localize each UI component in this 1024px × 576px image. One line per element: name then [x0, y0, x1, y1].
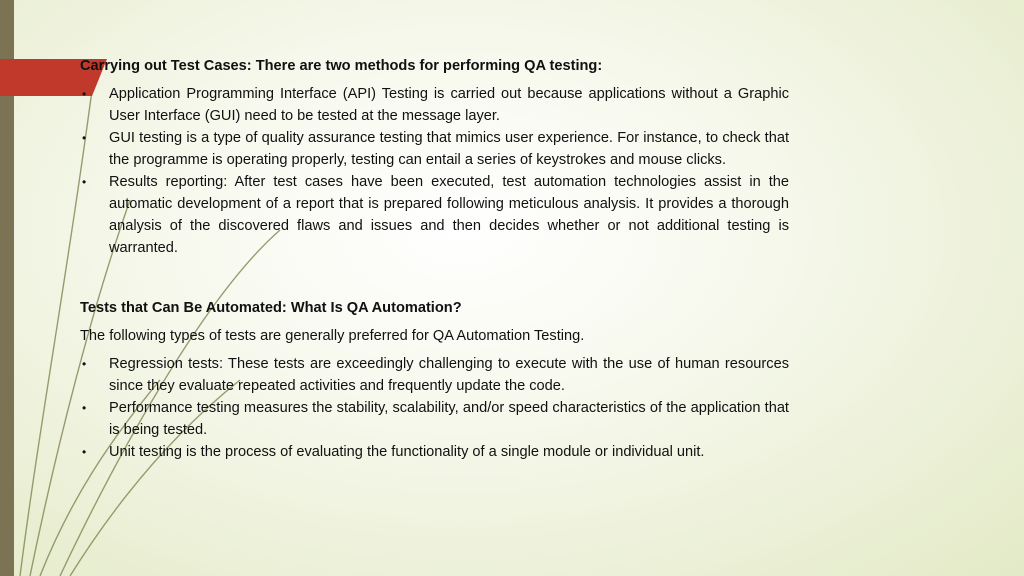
section-heading: Tests that Can Be Automated: What Is QA Automation? — [80, 300, 462, 316]
list-item — [80, 441, 789, 463]
list-item — [80, 171, 789, 259]
bullet-icon: • — [82, 401, 87, 415]
list-item — [80, 353, 789, 397]
list-item-text: Results reporting: After test cases have been executed, test automation technologies assist in the automatic development of a report that is prepared following meticulous analysis. It provides a thorough analysis of the discovered flaws and issues and then decides whether or not additional testing is warranted. — [109, 174, 789, 256]
list-item-text: GUI testing is a type of quality assurance testing that mimics user experience. For instance, to check that the programme is operating properly, testing can entail a series of keystrokes and mouse clicks. — [109, 130, 789, 168]
bullet-icon: • — [82, 445, 87, 459]
bullet-list — [80, 353, 789, 463]
section-heading: Carrying out Test Cases: There are two methods for performing QA testing: — [80, 58, 603, 74]
list-item-text: Performance testing measures the stability, scalability, and/or speed characteristics of the application that is being tested. — [109, 400, 789, 438]
list-item-text: Application Programming Interface (API) Testing is carried out because applications without a Graphic User Interface (GUI) need to be tested at the message layer. — [109, 86, 789, 124]
list-item-text: Unit testing is the process of evaluating the functionality of a single module or individual unit. — [109, 444, 705, 460]
bullet-icon: • — [82, 357, 87, 371]
slide-content — [80, 55, 789, 463]
list-item — [80, 397, 789, 441]
list-item-text: Regression tests: These tests are exceedingly challenging to execute with the use of human resources since they evaluate repeated activities and frequently update the code. — [109, 356, 789, 394]
bullet-icon: • — [82, 175, 87, 189]
bullet-icon: • — [82, 87, 87, 101]
bullet-icon: • — [82, 131, 87, 145]
list-item — [80, 83, 789, 127]
intro-paragraph: The following types of tests are generally preferred for QA Automation Testing. — [80, 328, 585, 344]
list-item — [80, 127, 789, 171]
bullet-list — [80, 83, 789, 259]
